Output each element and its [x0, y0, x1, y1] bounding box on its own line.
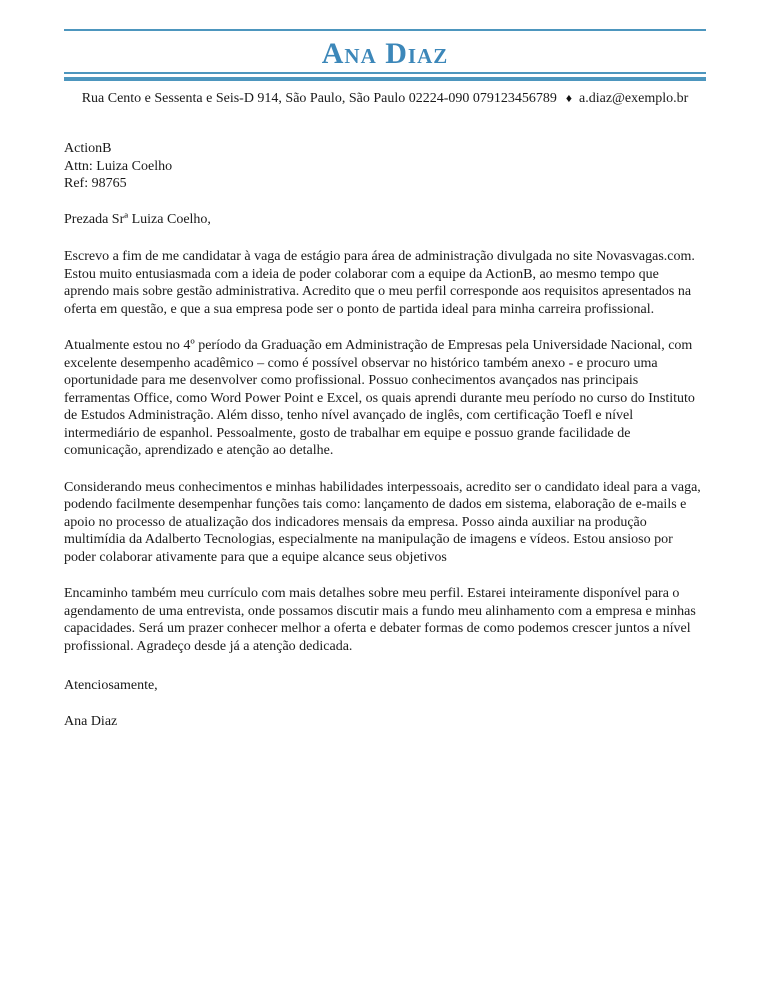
- recipient-attn: Attn: Luiza Coelho: [64, 158, 173, 174]
- valediction: Atenciosamente,: [64, 678, 158, 693]
- recipient-ref: Ref: 98765: [64, 176, 127, 191]
- header-double-rule: [64, 72, 706, 81]
- double-rule-thin-line: [64, 72, 706, 74]
- letter-paragraph-closing: Encaminho também meu currículo com mais detalhes sobre meu perfil. Estarei inteiramente disponível para o agendamento de uma entrevista, onde possamos discutir mais a fundo meu alinhamento com a empresa e minhas capacidades. Será um prazer conhecer melhor a oferta e debater formas de como podemos crescer juntos a nível profissional. Agradeço desde já a atenção dedicada.: [64, 586, 696, 654]
- letter-paragraph-skills: Considerando meus conhecimentos e minhas habilidades interpessoais, acredito ser o candidato ideal para a vaga, podendo facilmente desempenhar funções tais como: lançamento de dados em sistema, elaboração de e-mails e apoio no processo de atualização dos indicadores mensais da empresa. Posso ainda auxiliar na produção multimídia da Adalberto Tecnologias, especialmente na manipulação de imagens e vídeos. Estou ansioso por poder colaborar ativamente para que a equipe alcance seus objetivos: [64, 479, 701, 565]
- letterhead: [64, 29, 706, 107]
- salutation: Prezada Srª Luiza Coelho,: [64, 211, 211, 227]
- letter-paragraph-education: Atualmente estou no 4º período da Graduação em Administração de Empresas pela Universidade Nacional, com excelente desempenho acadêmico – como é possível observar no histórico também anexo - e procuro uma oportunidade para me desenvolver como profissional. Possuo conhecimentos avançados nas principais ferramentas Office, como Word Power Point e Excel, os quais aprendi durante meu período no curso do Instituto de Estudos Administração. Além disso, tenho nível avançado de inglês, com certificação Toefl e nível intermediário de espanhol. Pessoalmente, gosto de trabalhar em equipe e possuo grande facilidade de comunicação, aprendizado e atenção ao detalhe.: [64, 338, 695, 458]
- recipient-block: [64, 140, 706, 193]
- recipient-company: ActionB: [64, 141, 112, 156]
- header-top-rule: [64, 29, 706, 31]
- diamond-separator-icon: ♦: [565, 91, 572, 105]
- contact-address-phone: Rua Cento e Sessenta e Seis-D 914, São Paulo, São Paulo 02224-090 079123456789: [81, 91, 557, 106]
- letter-paragraph-intro: Escrevo a fim de me candidatar à vaga de estágio para área de administração divulgada no site Novasvagas.com. Estou muito entusiasmada com a ideia de poder colaborar com a equipe da ActionB, ao mesmo tempo que aprendo mais sobre gestão administrativa. Acredito que o meu perfil corresponde aos requisitos apresentados na oferta em questão, e que a sua empresa pode ser o ponto de partida ideal para minha carreira profissional.: [64, 249, 695, 317]
- contact-email: a.diaz@exemplo.br: [579, 91, 689, 106]
- letterhead-name: Ana Diaz: [321, 37, 449, 70]
- double-rule-thick-line: [64, 77, 706, 81]
- letter-body: [64, 140, 706, 730]
- signature-name: Ana Diaz: [64, 713, 118, 729]
- contact-line: [64, 90, 706, 107]
